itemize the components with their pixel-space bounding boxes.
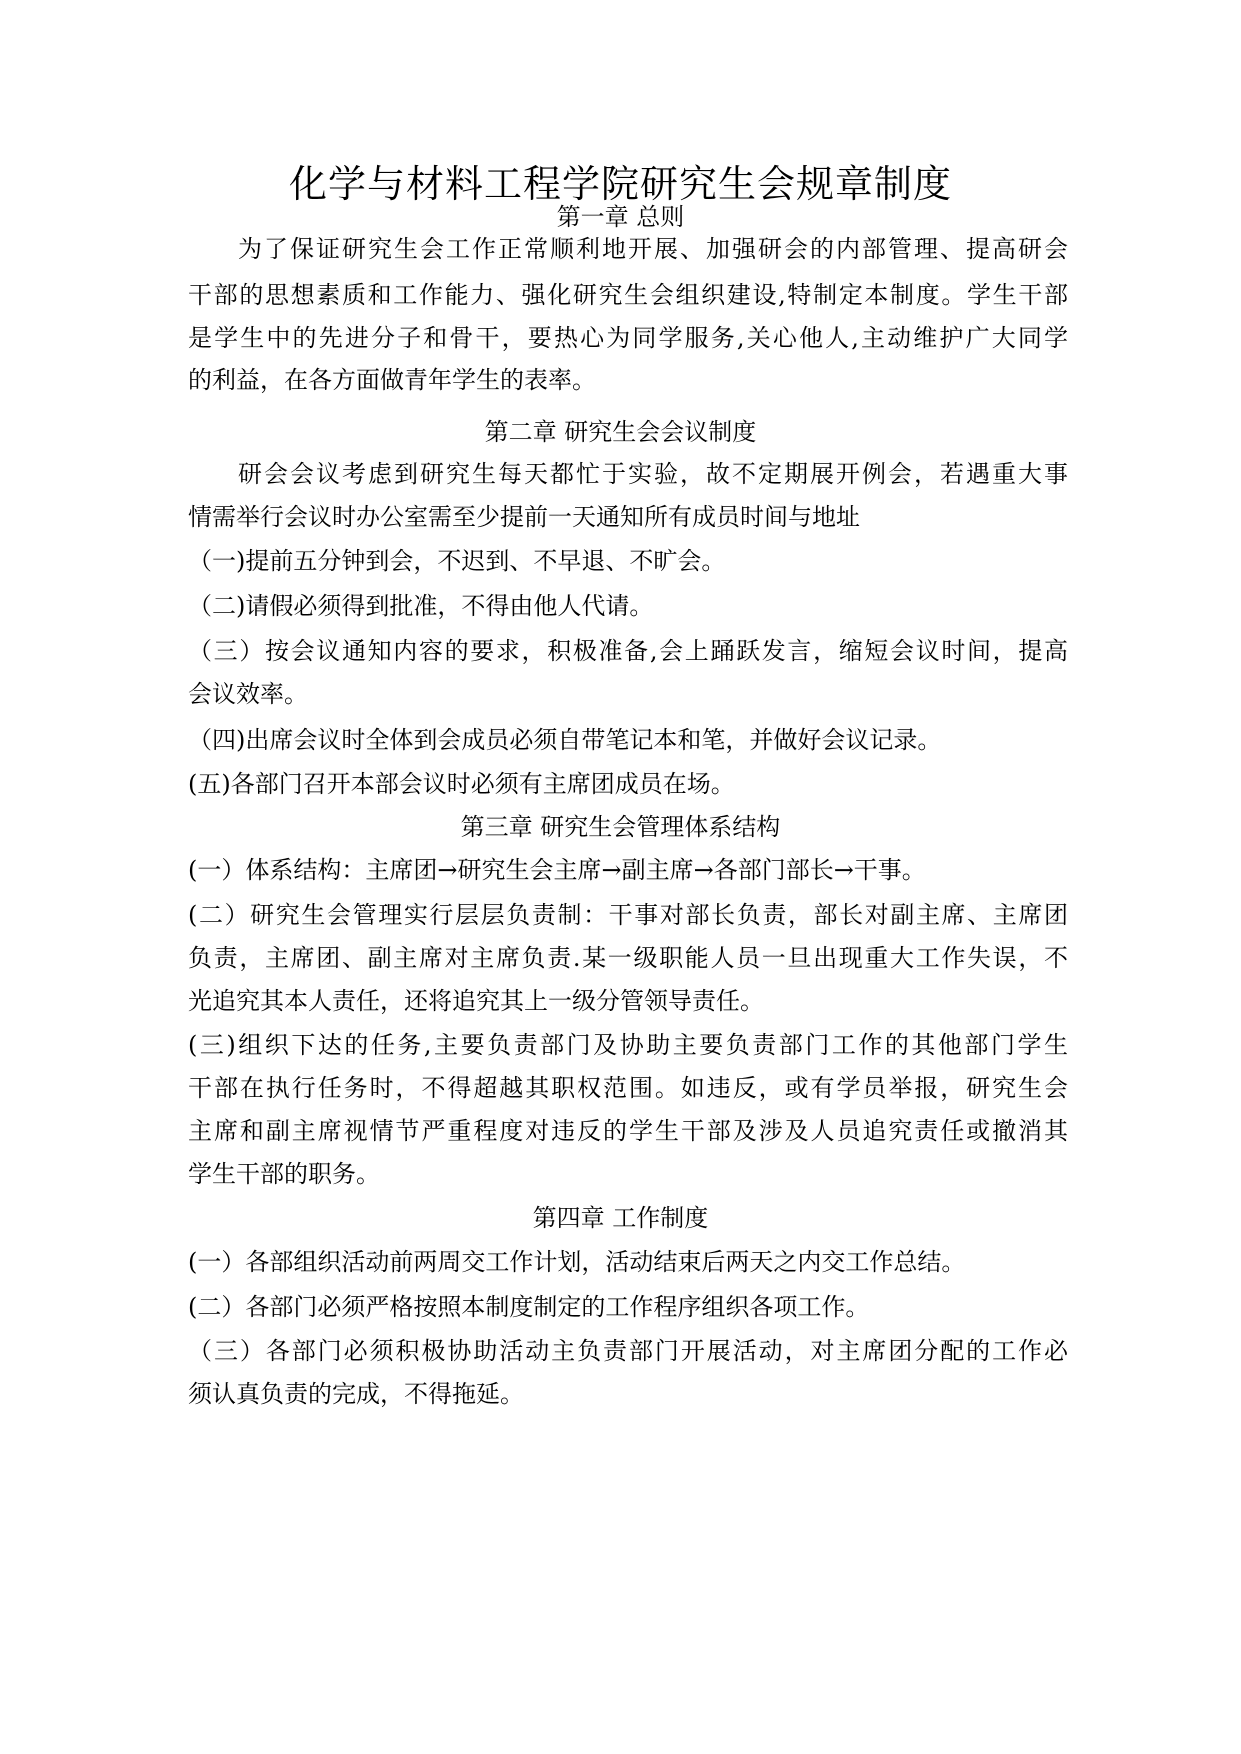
chapter-3-heading: 第三章 研究生会管理体系结构 xyxy=(460,813,781,841)
chapter-4-item: (二）各部门必须严格按照本制度制定的工作程序组织各项工作。 xyxy=(188,1293,870,1321)
chapter-1-paragraph-line: 是学生中的先进分子和骨干，要热心为同学服务,关心他人,主动维护广大同学 xyxy=(188,324,1068,352)
chapter-4-item: 须认真负责的完成，不得拖延。 xyxy=(188,1380,524,1408)
chapter-3-item: (三)组织下达的任务,主要负责部门及协助主要负责部门工作的其他部门学生 xyxy=(188,1031,1068,1059)
chapter-4-heading: 第四章 工作制度 xyxy=(532,1204,709,1232)
chapter-1-paragraph-line: 干部的思想素质和工作能力、强化研究生会组织建设,特制定本制度。学生干部 xyxy=(188,281,1068,309)
chapter-3-item: (二）研究生会管理实行层层负责制：干事对部长负责，部长对副主席、主席团 xyxy=(188,901,1068,929)
chapter-3-item: (一）体系结构：主席团→研究生会主席→副主席→各部门部长→干事。 xyxy=(188,856,926,884)
chapter-2-item: （三）按会议通知内容的要求，积极准备,会上踊跃发言，缩短会议时间，提高 xyxy=(188,637,1068,665)
document-title: 化学与材料工程学院研究生会规章制度 xyxy=(288,162,952,206)
chapter-2-item: （一)提前五分钟到会，不迟到、不早退、不旷会。 xyxy=(188,547,726,575)
chapter-3-item: 负责，主席团、副主席对主席负责.某一级职能人员一旦出现重大工作失误，不 xyxy=(188,944,1068,972)
chapter-2-paragraph-line: 研会会议考虑到研究生每天都忙于实验，故不定期展开例会，若遇重大事 xyxy=(238,460,1068,488)
chapter-2-item: （二)请假必须得到批准，不得由他人代请。 xyxy=(188,592,654,620)
chapter-3-item: 干部在执行任务时，不得超越其职权范围。如违反，或有学员举报，研究生会 xyxy=(188,1074,1068,1102)
chapter-1-paragraph-line: 为了保证研究生会工作正常顺利地开展、加强研会的内部管理、提高研会 xyxy=(238,235,1068,263)
chapter-3-item: 光追究其本人责任，还将追究其上一级分管领导责任。 xyxy=(188,987,764,1015)
chapter-1-paragraph-line: 的利益，在各方面做青年学生的表率。 xyxy=(188,366,596,394)
chapter-2-item: 会议效率。 xyxy=(188,680,308,708)
chapter-2-paragraph-line: 情需举行会议时办公室需至少提前一天通知所有成员时间与地址 xyxy=(188,503,860,531)
chapter-1-heading: 第一章 总则 xyxy=(556,203,685,231)
chapter-2-heading: 第二章 研究生会会议制度 xyxy=(484,418,757,446)
chapter-3-item: 主席和副主席视情节严重程度对违反的学生干部及涉及人员追究责任或撤消其 xyxy=(188,1117,1068,1145)
chapter-4-item: （三）各部门必须积极协助活动主负责部门开展活动，对主席团分配的工作必 xyxy=(188,1337,1068,1365)
chapter-2-item: （四)出席会议时全体到会成员必须自带笔记本和笔，并做好会议记录。 xyxy=(188,726,942,754)
chapter-4-item: (一）各部组织活动前两周交工作计划，活动结束后两天之内交工作总结。 xyxy=(188,1248,966,1276)
chapter-3-item: 学生干部的职务。 xyxy=(188,1160,380,1188)
chapter-2-item: (五)各部门召开本部会议时必须有主席团成员在场。 xyxy=(188,770,735,798)
